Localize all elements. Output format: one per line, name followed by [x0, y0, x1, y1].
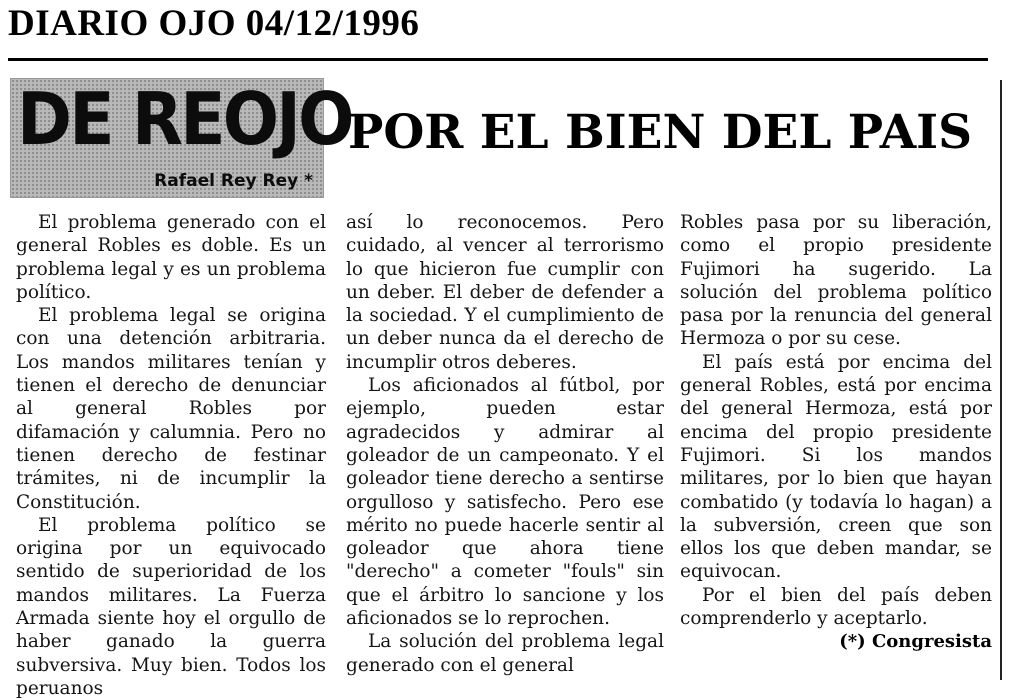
paragraph: así lo reconocemos. Pero cuidado, al vencer al terrorismo lo que hicieron fue cumplir con un deber. El deber de defender a la sociedad. Y el cumplimiento de un deber nunca da el derecho de incumplir otros deberes. — [346, 212, 664, 373]
newspaper-masthead: DIARIO OJO 04/12/1996 — [8, 3, 420, 44]
paragraph: Robles pasa por su liberación, como el propio presidente Fujimori ha sugerido. La solución del problema político pasa por la renuncia del general Hermoza o por su cese. — [680, 212, 992, 350]
article-column-1 — [16, 211, 326, 700]
column-logo-title: DE REOJO — [17, 77, 352, 161]
paragraph: El problema legal se origina con una detención arbitraria. Los mandos militares tenían y tienen el derecho de denunciar al general Robles por difamación y calumnia. Pero no tienen derecho de festinar trámites, ni de incumplir la Constitución. — [16, 305, 326, 513]
column-author: Rafael Rey Rey * — [154, 171, 313, 191]
paragraph: La solución del problema legal generado con el general — [346, 631, 664, 676]
article-column-3 — [680, 211, 992, 630]
paragraph: El país está por encima del general Robles, está por encima del general Hermoza, está por encima del propio presidente Fujimori. Si los mandos militares, por lo bien que hayan combatido (y todavía lo hagan) a la subversión, creen que son ellos los que deben mandar, se equivocan. — [680, 351, 992, 583]
author-footnote: (*) Congresista — [839, 631, 992, 652]
paragraph: Por el bien del país deben comprenderlo y aceptarlo. — [680, 584, 992, 630]
top-divider-rule — [8, 58, 988, 61]
right-divider-rule — [1000, 80, 1002, 680]
article-column-2 — [346, 211, 664, 677]
paragraph: El problema generado con el general Robles es doble. Es un problema legal y es un problema político. — [16, 212, 326, 303]
column-logo — [10, 77, 352, 198]
paragraph: Los aficionados al fútbol, por ejemplo, pueden estar agradecidos y admirar al goleador de un campeonato. Y el goleador tiene derecho a sentirse orgulloso y satisfecho. Pero ese mérito no puede hacerle sentir al goleador que ahora tiene "derecho" a cometer "fouls" sin que el árbitro lo sancione y los aficionados se lo reprochen. — [346, 375, 664, 630]
article-headline: POR EL BIEN DEL PAIS — [348, 105, 973, 160]
paragraph: El problema político se origina por un equivocado sentido de superioridad de los mandos militares. La Fuerza Armada siente hoy el orgullo de haber ganado la guerra subversiva. Muy bien. Todos los peruanos — [16, 514, 326, 699]
